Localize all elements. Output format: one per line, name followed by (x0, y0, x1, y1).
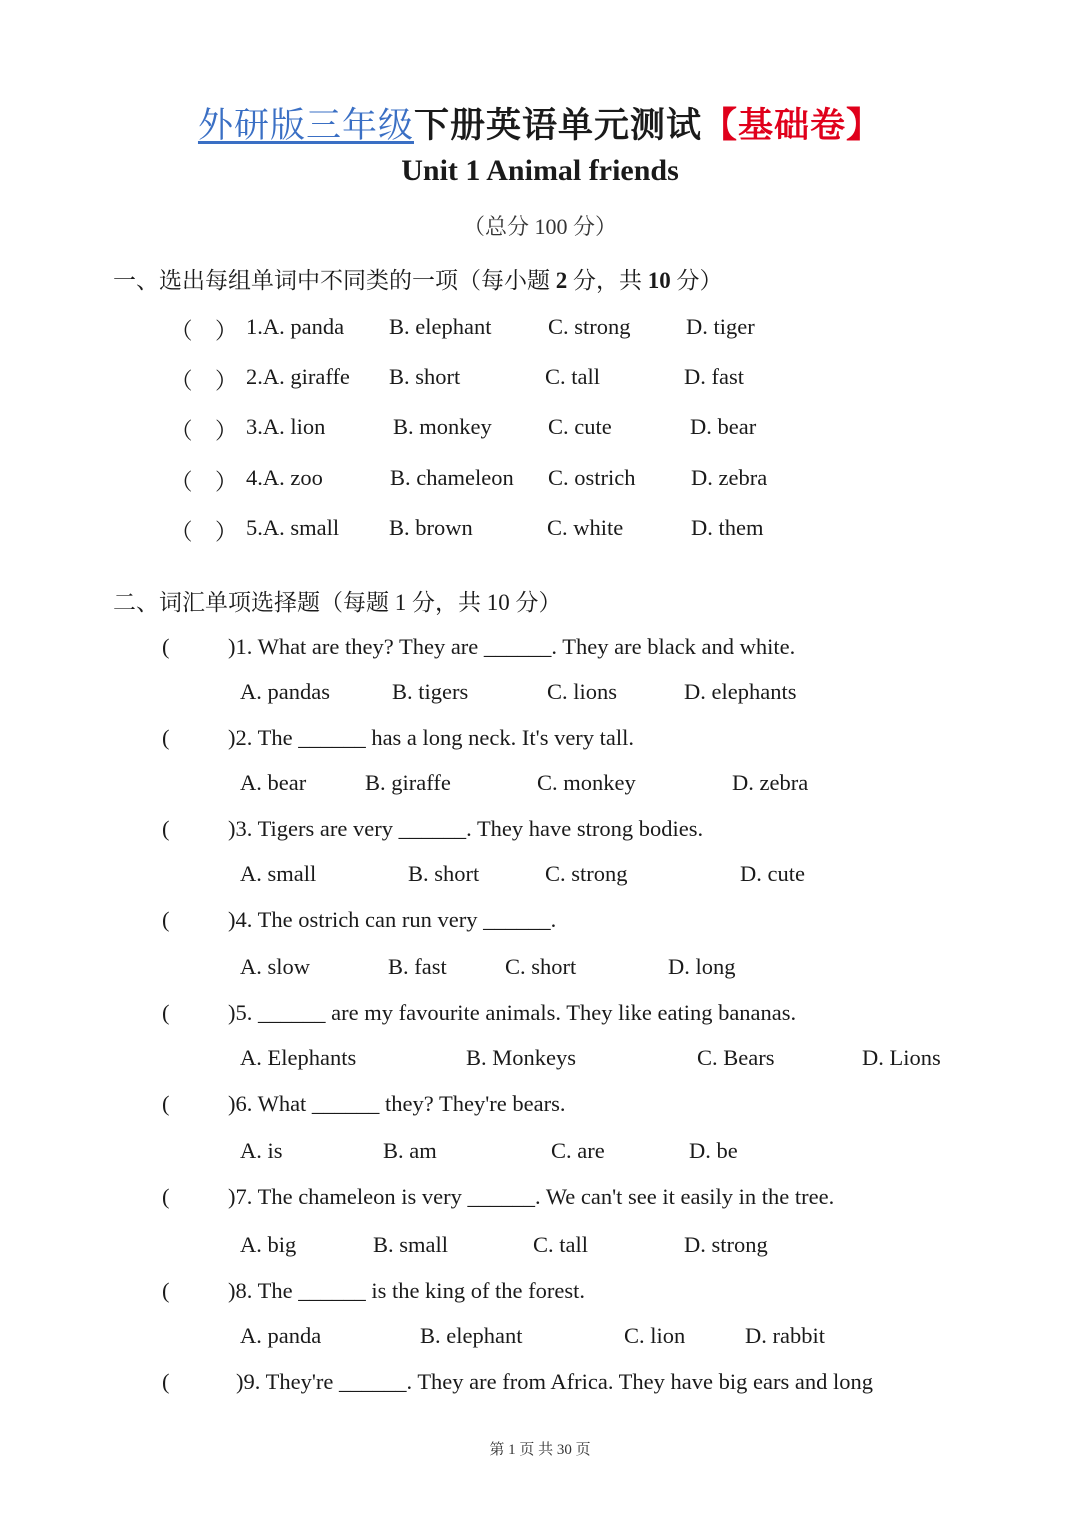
page-title (0, 98, 1080, 148)
answer-paren[interactable]: ( (162, 1091, 170, 1116)
page-footer: 第 1 页 共 30 页 (489, 1442, 591, 1458)
title-tag: 【基础卷】 (702, 106, 883, 146)
answer-paren[interactable]: ( (162, 907, 170, 932)
answer-paren[interactable]: ( (162, 1278, 170, 1303)
section1-heading: 一、选出每组单词中不同类的一项（每小题 2 分，共 10 分） (113, 268, 723, 293)
answer-paren[interactable]: （ ） (170, 369, 238, 394)
answer-paren[interactable]: （ ） (170, 319, 238, 344)
title-main: 下册英语单元测试 (413, 106, 702, 146)
answer-paren[interactable]: （ ） (170, 419, 238, 444)
answer-paren[interactable]: ( (162, 634, 170, 659)
section2-heading: 二、词汇单项选择题（每题 1 分，共 10 分） (113, 590, 562, 615)
unit-title: Unit 1 Animal friends (401, 154, 679, 187)
answer-paren[interactable]: ( (162, 1369, 170, 1394)
answer-paren[interactable]: （ ） (170, 470, 238, 495)
answer-paren[interactable]: （ ） (170, 520, 238, 545)
title-link[interactable]: 外研版三年级 (197, 106, 414, 146)
answer-paren[interactable]: ( (162, 725, 170, 750)
answer-paren[interactable]: ( (162, 1184, 170, 1209)
total-score: （总分 100 分） (462, 214, 617, 239)
answer-paren[interactable]: ( (162, 816, 170, 841)
answer-paren[interactable]: ( (162, 1000, 170, 1025)
